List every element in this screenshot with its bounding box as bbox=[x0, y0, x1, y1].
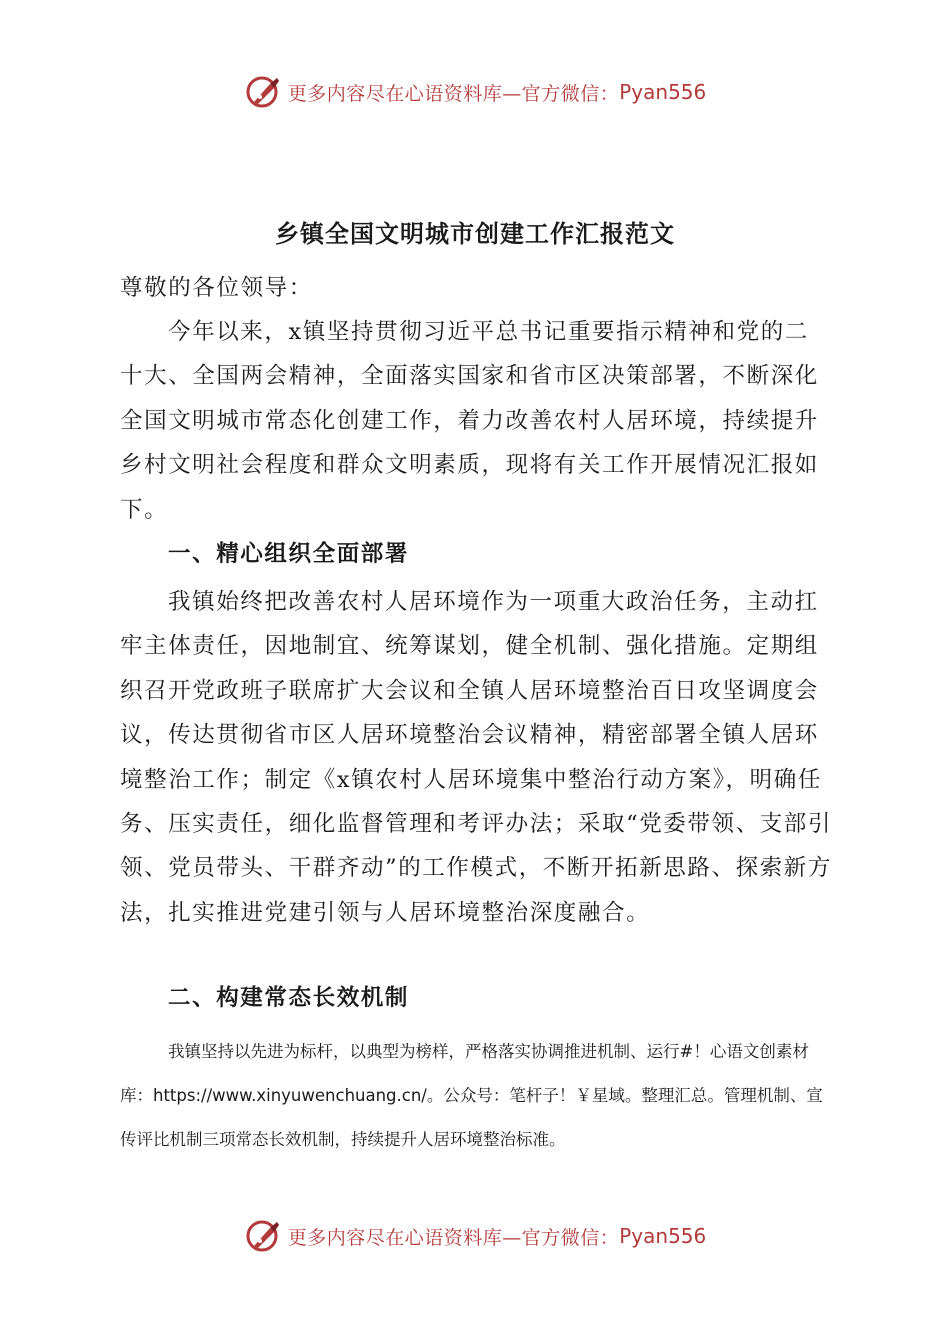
document-title: 乡镇全国文明城市创建工作汇报范文 bbox=[275, 220, 675, 248]
banner-text: 更多内容尽在心语资料库—官方微信： bbox=[287, 1226, 620, 1249]
banner-text: 更多内容尽在心语资料库—官方微信： bbox=[287, 82, 620, 105]
intro-paragraph: 今年以来，x镇坚持贯彻习近平总书记重要指示精神和党的二十大、全国两会精神，全面落实国家和省市区决策部署，不断深化全国文明城市常态化创建工作，着力改善农村人居环境，持续提升乡村文明社会程度和群众文明素质，现将有关工作开展情况汇报如下。 bbox=[120, 319, 819, 523]
section1-heading: 一、精心组织全面部署 bbox=[168, 541, 410, 567]
pen-nib-circle-icon bbox=[244, 72, 284, 112]
footer-banner bbox=[0, 1212, 950, 1260]
section2-body: 我镇坚持以先进为标杆，以典型为榜样，严格落实协调推进机制、运行#！心语文创素材库：https://www.xinyuwenchuang.cn/。公众号：笔杆子！￥星域。整理汇总。管理机制、宣传评比机制三项常态长效机制，持续提升人居环境整治标准。 bbox=[120, 1042, 823, 1149]
salutation: 尊敬的各位领导： bbox=[120, 275, 313, 301]
header-banner bbox=[0, 68, 950, 116]
section1-body: 我镇始终把改善农村人居环境作为一项重大政治任务，主动扛牢主体责任，因地制宜、统筹谋划，健全机制、强化措施。定期组织召开党政班子联席扩大会议和全镇人居环境整治百日攻坚调度会议，传达贯彻省市区人居环境整治会议精神，精密部署全镇人居环境整治工作；制定《x镇农村人居环境集中整治行动方案》，明确任务、压实责任，细化监督管理和考评办法；采取“党委带领、支部引领、党员带头、干群齐动”的工作模式，不断开拓新思路、探索新方法，扎实推进党建引领与人居环境整治深度融合。 bbox=[120, 589, 833, 926]
banner-wechat-id: Pyan556 bbox=[619, 1224, 707, 1248]
section2-heading: 二、构建常态长效机制 bbox=[168, 985, 410, 1011]
pen-nib-circle-icon bbox=[244, 1216, 284, 1256]
banner-wechat-id: Pyan556 bbox=[619, 80, 707, 104]
